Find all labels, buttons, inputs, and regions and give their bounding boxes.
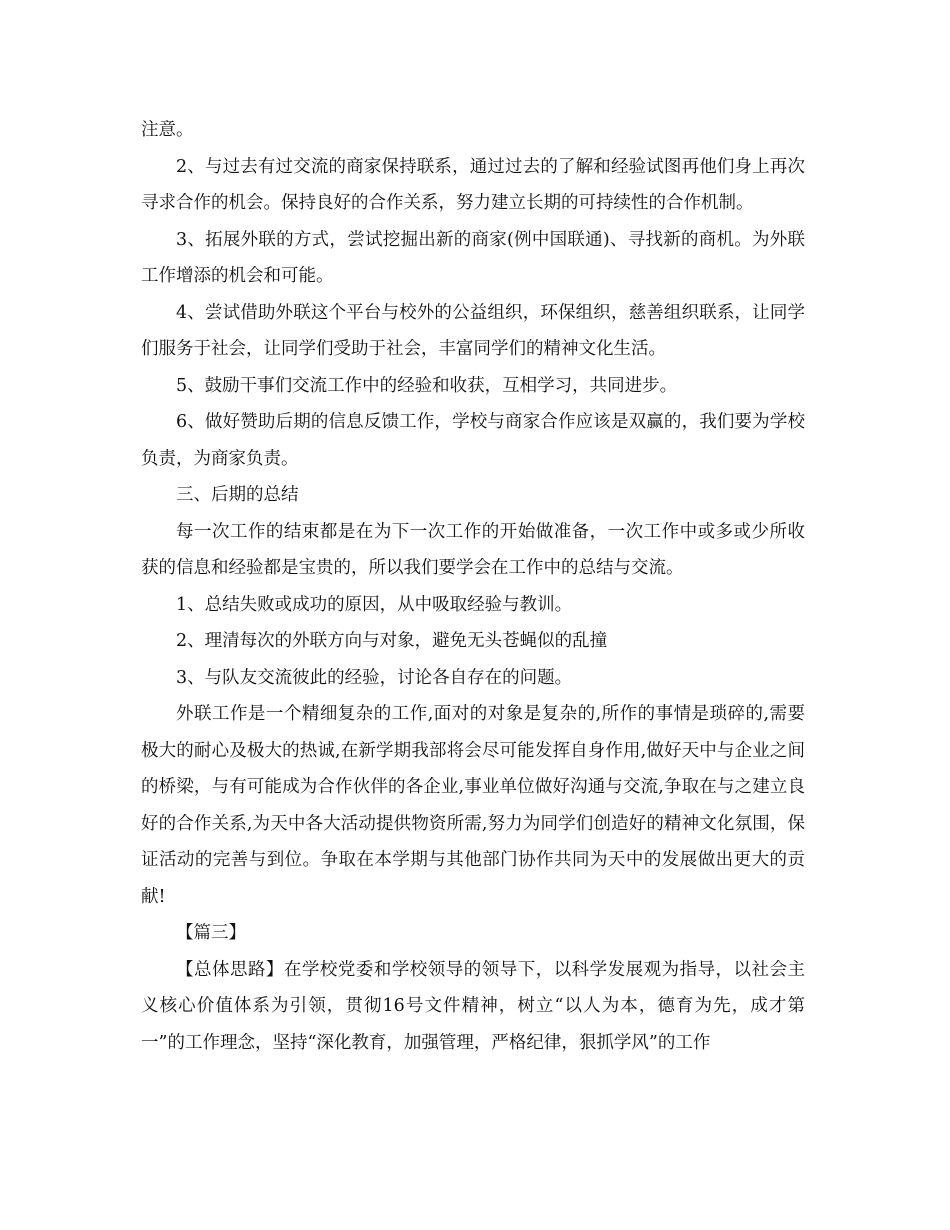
paragraph-continuation: 注意。 — [141, 120, 194, 140]
paragraph-item-2-contact: 2、与过去有过交流的商家保持联系，通过过去的了解和经验试图再他们身上再次寻求合作的机会。保持良好的合作关系，努力建立长期的可持续性的合作机制。 — [141, 156, 805, 213]
document-body — [141, 112, 805, 1061]
paragraph-summary-2: 2、理清每次的外联方向与对象，避免无头苍蝇似的乱撞 — [176, 631, 608, 651]
paragraph-conclusion: 外联工作是一个精细复杂的工作,面对的对象是复杂的,所作的事情是琐碎的,需要极大的耐心及极大的热诚,在新学期我部将会尽可能发挥自身作用,做好天中与企业之间的桥梁，与有可能成为合作伙伴的各企业,事业单位做好沟通与交流,争取在与之建立良好的合作关系,为天中各大活动提供物资所需,努力为同学们创造好的精神文化氛围，保证活动的完善与到位。争取在本学期与其他部门协作共同为天中的发展做出更大的贡献! — [141, 704, 805, 907]
paragraph-item-6-feedback: 6、做好赞助后期的信息反馈工作，学校与商家合作应该是双赢的，我们要为学校负责，为商家负责。 — [141, 412, 805, 469]
section-heading-part-three: 【篇三】 — [176, 923, 246, 943]
paragraph-summary-1: 1、总结失败或成功的原因，从中吸取经验与教训。 — [176, 594, 573, 615]
paragraph-overall-approach: 【总体思路】在学校党委和学校领导的领导下，以科学发展观为指导，以社会主义核心价值体系为引领，贯彻16号文件精神，树立“以人为本，德育为先，成才第一”的工作理念，坚持“深化教育，加强管理，严格纪律，狠抓学风”的工作 — [141, 959, 805, 1053]
paragraph-item-4-charity: 4、尝试借助外联这个平台与校外的公益组织，环保组织，慈善组织联系，让同学们服务于社会，让同学们受助于社会，丰富同学们的精神文化生活。 — [141, 302, 805, 359]
section-heading-summary: 三、后期的总结 — [176, 485, 299, 505]
paragraph-item-5-encourage: 5、鼓励干事们交流工作中的经验和收获，互相学习，共同进步。 — [176, 375, 678, 396]
paragraph-item-3-expand: 3、拓展外联的方式，尝试挖掘出新的商家(例中国联通)、寻找新的商机。为外联工作增添的机会和可能。 — [141, 229, 805, 286]
paragraph-summary-intro: 每一次工作的结束都是在为下一次工作的开始做准备，一次工作中或多或少所收获的信息和经验都是宝贵的，所以我们要学会在工作中的总结与交流。 — [141, 521, 805, 578]
paragraph-summary-3: 3、与队友交流彼此的经验，讨论各自存在的问题。 — [176, 667, 573, 688]
